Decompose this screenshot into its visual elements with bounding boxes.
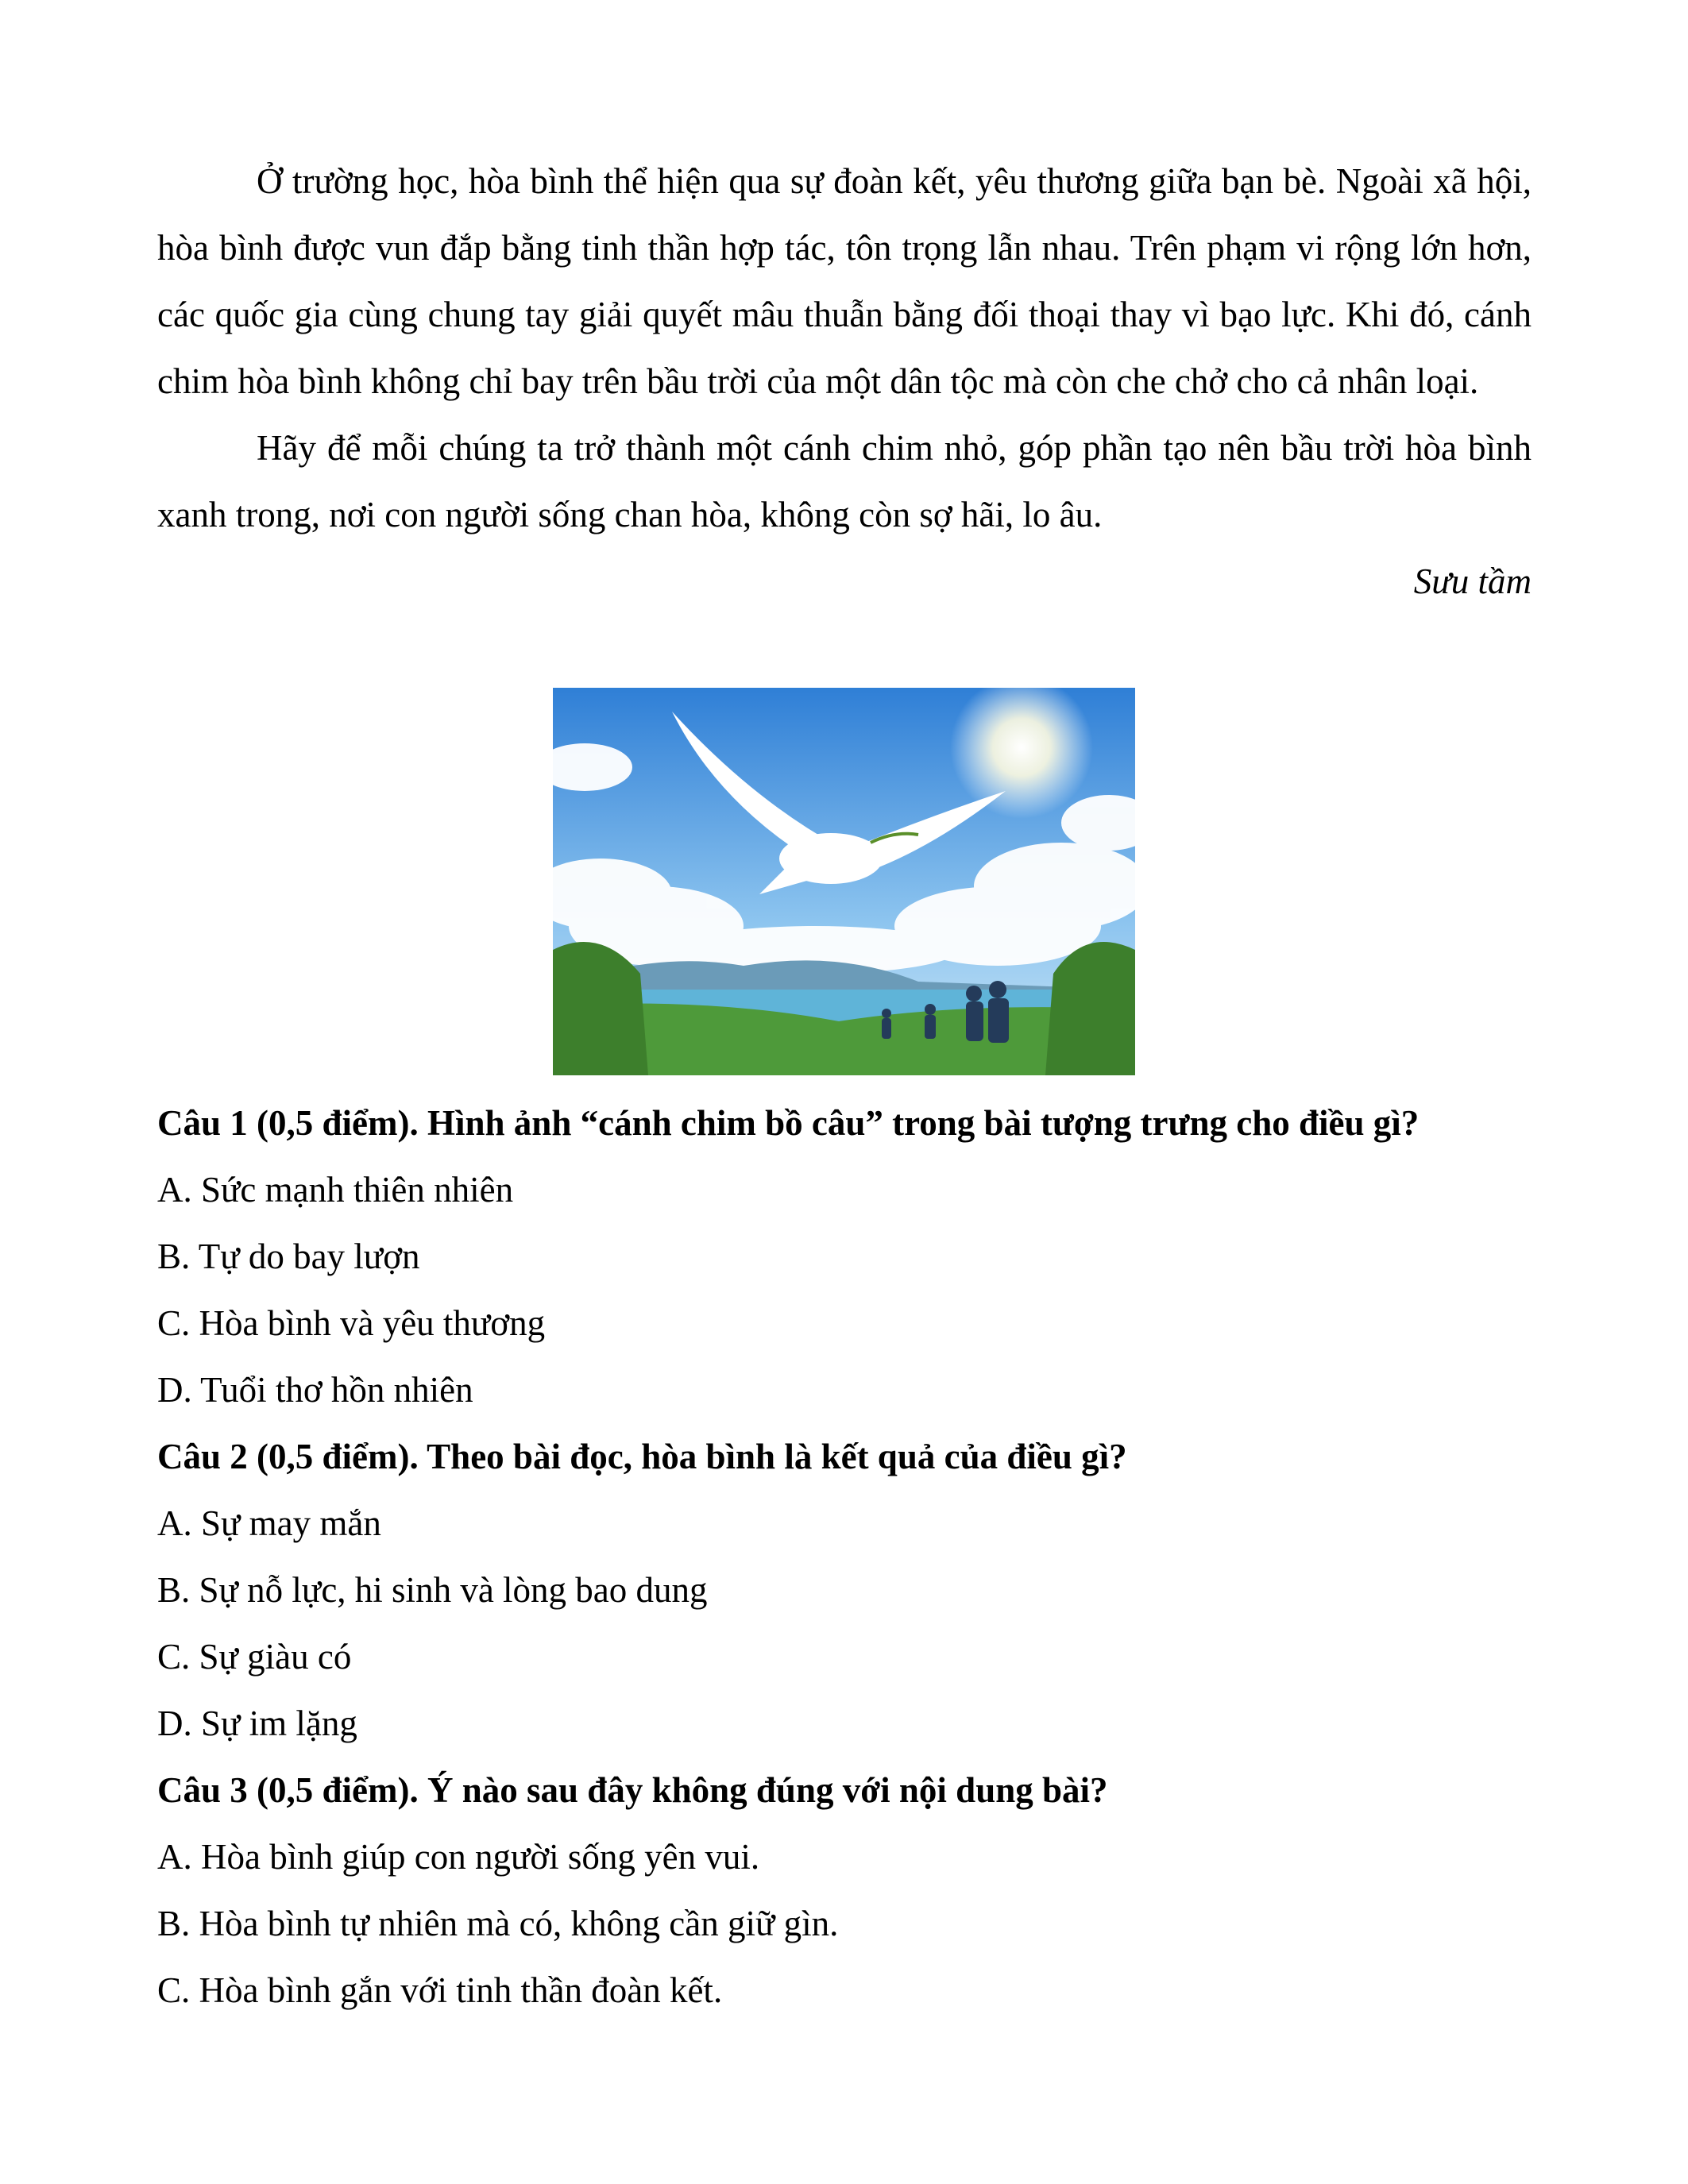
answer-option: A. Sức mạnh thiên nhiên [157, 1170, 514, 1210]
answer-option: A. Sự may mắn [157, 1503, 381, 1543]
answer-option: C. Hòa bình gắn với tinh thần đoàn kết. [157, 1970, 723, 2010]
answer-option: B. Tự do bay lượn [157, 1237, 420, 1276]
answer-option: C. Sự giàu có [157, 1637, 352, 1677]
answer-option: D. Sự im lặng [157, 1704, 357, 1743]
passage-source: Sưu tầm [1413, 561, 1532, 601]
passage-paragraph: Hãy để mỗi chúng ta trở thành một cánh chim nhỏ, góp phần tạo nên bầu trời hòa bình xanh trong, nơi con người sống chan hòa, không còn sợ hãi, lo âu. [157, 428, 1532, 534]
question-title: Câu 1 (0,5 điểm). Hình ảnh “cánh chim bồ câu” trong bài tượng trưng cho điều gì? [157, 1103, 1420, 1143]
answer-option: B. Sự nỗ lực, hi sinh và lòng bao dung [157, 1570, 708, 1610]
peace-dove-icon [553, 688, 1135, 1075]
answer-option: D. Tuổi thơ hồn nhiên [157, 1370, 473, 1410]
peace-dove-illustration [553, 688, 1135, 1075]
answer-option: C. Hòa bình và yêu thương [157, 1303, 546, 1343]
question-title: Câu 3 (0,5 điểm). Ý nào sau đây không đúng với nội dung bài? [157, 1770, 1108, 1810]
reading-passage [157, 148, 1532, 615]
questions-section [157, 1090, 1532, 2024]
question-title: Câu 2 (0,5 điểm). Theo bài đọc, hòa bình là kết quả của điều gì? [157, 1437, 1127, 1476]
answer-option: B. Hòa bình tự nhiên mà có, không cần giữ gìn. [157, 1904, 839, 1943]
passage-paragraph: Ở trường học, hòa bình thể hiện qua sự đoàn kết, yêu thương giữa bạn bè. Ngoài xã hội, hòa bình được vun đắp bằng tinh thần hợp tác, tôn trọng lẫn nhau. Trên phạm vi rộng lớn hơn, các quốc gia cùng chung tay giải quyết mâu thuẫn bằng đối thoại thay vì bạo lực. Khi đó, cánh chim hòa bình không chỉ bay trên bầu trời của một dân tộc mà còn che chở cho cả nhân loại. [157, 161, 1532, 401]
answer-option: A. Hòa bình giúp con người sống yên vui. [157, 1837, 760, 1877]
